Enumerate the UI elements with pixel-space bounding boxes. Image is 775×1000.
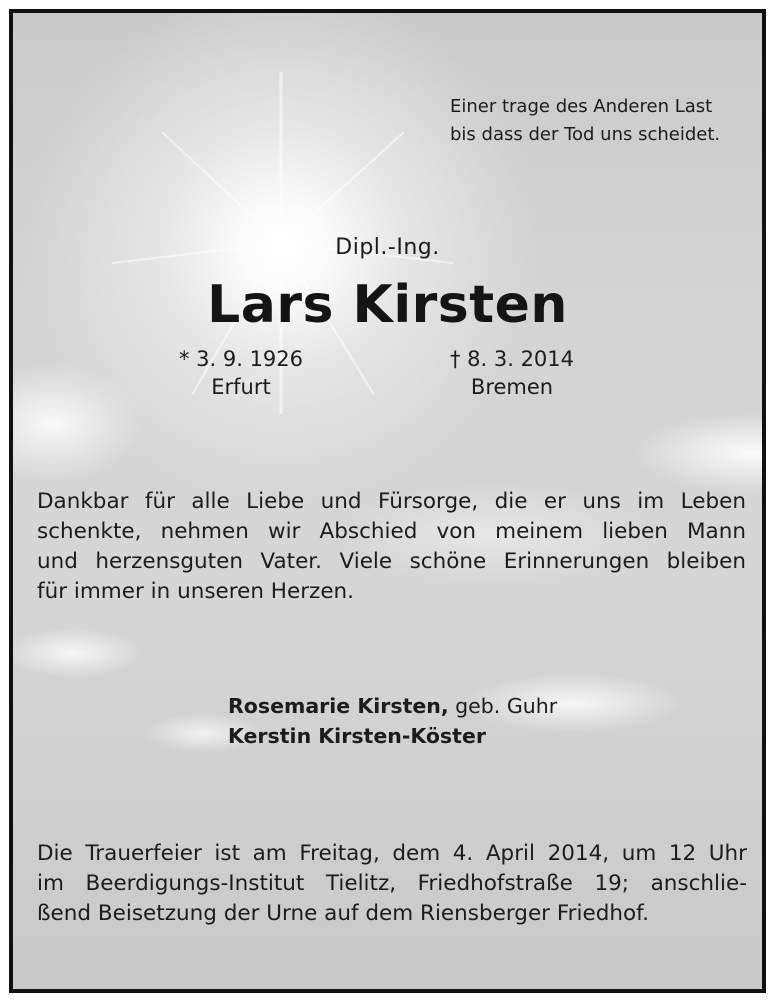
message-line: Dankbar für alle Liebe und Fürsorge, die er uns im Leben [37,489,746,514]
mourner-1-name: Rosemarie Kirsten, [228,694,449,718]
obituary-notice [9,9,766,993]
message-text [37,487,746,607]
motto-line-1: Einer trage des Anderen Last [450,96,713,117]
mourner-1 [228,691,557,721]
birth-date: * 3. 9. 1926 [178,347,304,371]
death-date: † 8. 3. 2014 [449,347,575,371]
funeral-line: ßend Beisetzung der Urne auf dem Riensberger Friedhof. [37,901,649,926]
funeral-line: Die Trauerfeier ist am Freitag, dem 4. April 2014, um 12 Uhr [37,841,747,866]
mourner-2 [228,721,557,751]
mourners [228,691,557,751]
message-line: für immer in unseren Herzen. [37,579,355,604]
deceased-name: Lars Kirsten [207,275,568,335]
message-line: und herzensguten Vater. Viele schöne Erinnerungen bleiben [37,549,746,574]
motto-line-2: bis dass der Tod uns scheidet. [450,124,721,145]
funeral-line: im Beerdigungs-Institut Tielitz, Friedhofstraße 19; anschlie- [37,871,747,896]
birth-place: Erfurt [211,375,271,399]
mourner-1-note: geb. Guhr [448,694,558,718]
message-line: schenkte, nehmen wir Abschied von meinem lieben Mann [37,519,746,544]
death-place: Bremen [470,375,554,399]
death-info [422,345,602,401]
birth-info [151,345,331,401]
funeral-info [37,839,747,929]
mourner-2-name: Kerstin Kirsten-Köster [228,724,486,748]
motto [450,93,720,149]
academic-title: Dipl.-Ing. [335,235,440,260]
